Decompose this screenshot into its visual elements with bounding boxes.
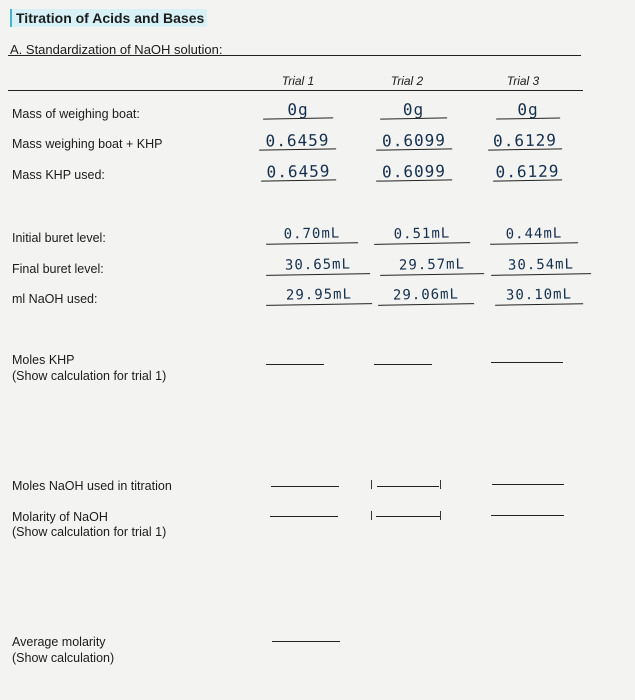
trial-1-mass-boat: 0g	[263, 100, 333, 119]
label-final-buret: Final buret level:	[12, 262, 104, 276]
trial-3-mass-boat-khp: 0.6129	[488, 131, 562, 150]
label-molarity: Molarity of NaOH	[12, 510, 108, 524]
section-heading: A. Standardization of NaOH solution:	[10, 42, 223, 57]
label-average-molarity: Average molarity	[12, 635, 106, 649]
trial-3-header: Trial 3	[506, 74, 540, 88]
trial-1-initial-buret: 0.70mL	[266, 225, 358, 245]
trial-2-mass-khp: 0.6099	[376, 162, 452, 181]
label-molarity-note: (Show calculation for trial 1)	[12, 525, 167, 539]
label-average-molarity-note: (Show calculation)	[12, 651, 115, 665]
trial-2-ml-naoh: 29.06mL	[378, 286, 474, 306]
label-moles-khp-note: (Show calculation for trial 1)	[12, 369, 167, 383]
trial-1-header: Trial 1	[281, 74, 315, 88]
label-mass-khp: Mass KHP used:	[12, 168, 105, 182]
trial-2-molarity-blank	[376, 516, 440, 517]
label-mass-boat-khp: Mass weighing boat + KHP	[12, 137, 163, 151]
trial-1-moles-naoh-blank	[271, 486, 339, 487]
text-cursor	[371, 511, 372, 520]
trial-1-mass-boat-khp: 0.6459	[259, 131, 336, 150]
trial-3-final-buret: 30.54mL	[491, 256, 591, 276]
trial-2-header: Trial 2	[390, 74, 424, 88]
trial-3-molarity-blank	[491, 515, 564, 516]
trial-3-moles-naoh-blank	[492, 484, 564, 485]
trial-1-moles-khp-blank	[266, 364, 324, 365]
trial-3-ml-naoh: 30.10mL	[495, 286, 583, 306]
page-title: Titration of Acids and Bases	[10, 9, 207, 27]
section-rule	[8, 55, 581, 56]
text-cursor	[440, 511, 441, 520]
trial-2-moles-naoh-blank	[377, 486, 439, 487]
trial-3-mass-boat: 0g	[496, 100, 560, 119]
label-initial-buret: Initial buret level:	[12, 231, 106, 245]
trial-2-initial-buret: 0.51mL	[374, 225, 470, 245]
trial-2-mass-boat-khp: 0.6099	[376, 131, 452, 150]
text-cursor	[371, 480, 372, 489]
trial-2-moles-khp-blank	[374, 364, 432, 365]
trial-2-final-buret: 29.57mL	[380, 256, 484, 276]
trial-1-final-buret: 30.65mL	[266, 256, 370, 276]
label-ml-naoh: ml NaOH used:	[12, 292, 98, 306]
trial-1-mass-khp: 0.6459	[261, 162, 336, 181]
text-cursor	[440, 480, 441, 489]
trial-3-mass-khp: 0.6129	[493, 162, 562, 181]
average-molarity-blank	[272, 641, 340, 642]
label-mass-boat: Mass of weighing boat:	[12, 107, 140, 121]
trial-3-moles-khp-blank	[491, 362, 563, 363]
trial-2-mass-boat: 0g	[380, 100, 447, 119]
label-moles-naoh: Moles NaOH used in titration	[12, 479, 172, 493]
trial-1-molarity-blank	[270, 516, 338, 517]
trial-1-ml-naoh: 29.95mL	[266, 286, 372, 306]
header-rule	[8, 90, 583, 91]
label-moles-khp: Moles KHP	[12, 353, 75, 367]
trial-3-initial-buret: 0.44mL	[490, 225, 578, 245]
